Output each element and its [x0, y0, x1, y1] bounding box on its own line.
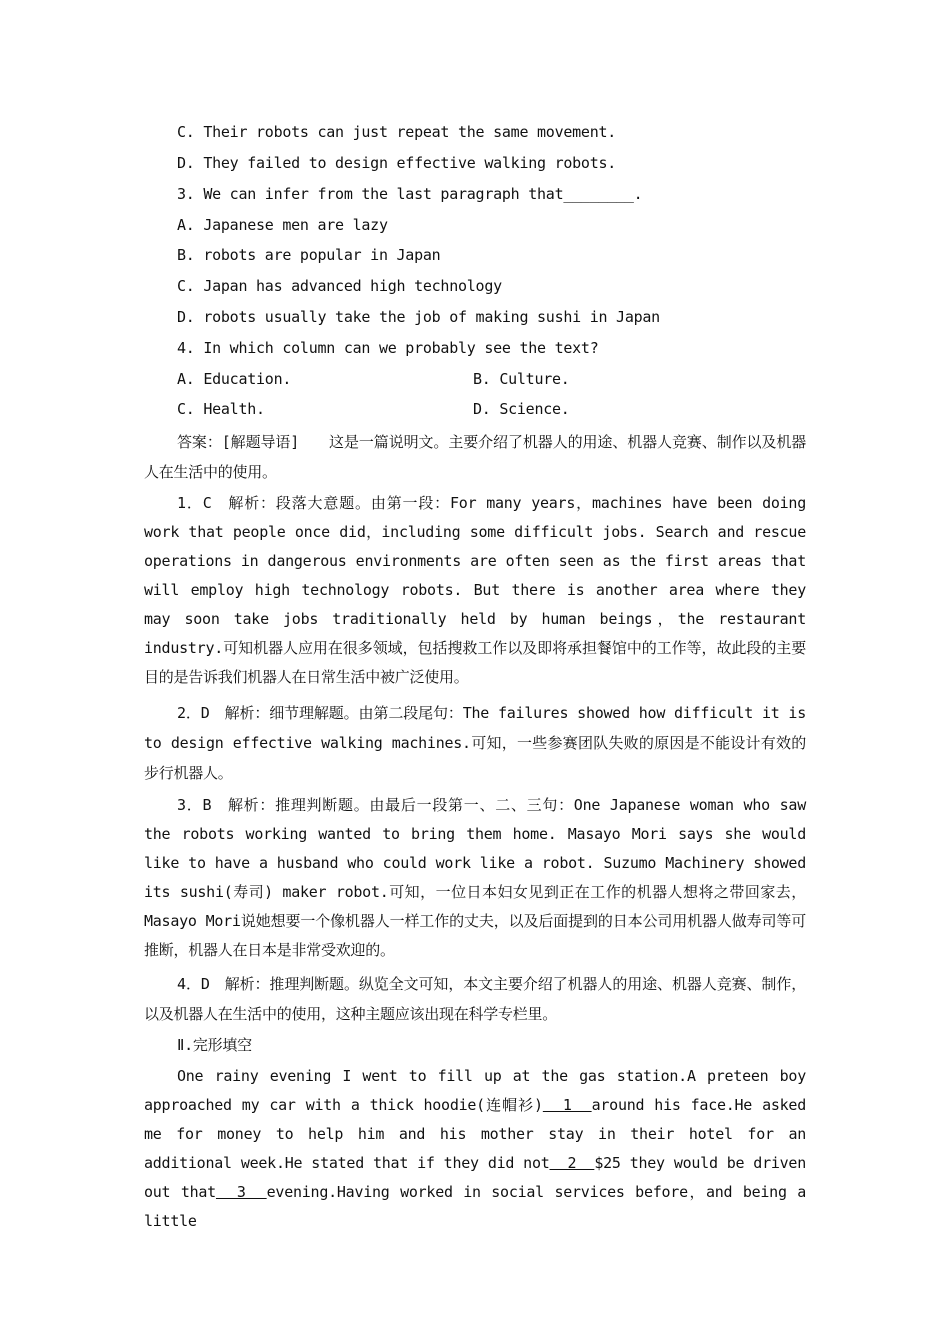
q4-option-c: C. Health. [177, 400, 265, 418]
cloze-text-4: evening.Having worked in social services before，and being a little [144, 1183, 806, 1230]
answer-2-explanation: 2．D 解析：细节理解题。由第二段尾句：The failures showed how difficult it is to design effective walking machines.可知，一些参赛团队失败的原因是不能设计有效的步行机器人。 [144, 704, 806, 782]
cloze-section-heading: Ⅱ.完形填空 [177, 1036, 252, 1054]
answer-intro: 答案：[解题导语] 这是一篇说明文。主要介绍了机器人的用途、机器人竞赛、制作以及机器人在生活中的使用。 [144, 433, 806, 481]
q4-stem: 4. In which column can we probably see the text? [177, 339, 599, 357]
cloze-blank-2: 2 [549, 1154, 595, 1172]
q3-option-c: C. Japan has advanced high technology [177, 277, 502, 295]
q4-option-d: D. Science. [473, 400, 570, 418]
cloze-text-1: One rainy evening I went to fill up at the gas station.A preteen boy approached my car with a thick hoodie(连帽衫) [144, 1067, 806, 1114]
cloze-text-2: around his face.He asked me for money to help him and his mother stay in their hotel for an additional week.He stated that if they did not [144, 1096, 806, 1172]
answer-3-explanation: 3．B 解析：推理判断题。由最后一段第一、二、三句：One Japanese woman who saw the robots working wanted to bring them home. Masayo Mori says she would like to have a husband who could work like a robot. Suzumo Machinery showed its sushi(寿司) maker robot.可知，一位日本妇女见到正在工作的机器人想将之带回家去，Masayo Mori说她想要一个像机器人一样工作的丈夫，以及后面提到的日本公司用机器人做寿司等可推断，机器人在日本是非常受欢迎的。 [144, 796, 806, 959]
cloze-blank-3: 3 [215, 1183, 267, 1201]
answer-4-explanation: 4．D 解析：推理判断题。纵览全文可知，本文主要介绍了机器人的用途、机器人竞赛、制作，以及机器人在生活中的使用，这种主题应该出现在科学专栏里。 [144, 975, 806, 1023]
cloze-text-3: $25 they would be driven out that [144, 1154, 806, 1201]
cloze-blank-1: 1 [542, 1096, 592, 1114]
q4-option-b: B. Culture. [473, 370, 570, 388]
cloze-passage [144, 1062, 806, 1236]
q3-option-b: B. robots are popular in Japan [177, 246, 441, 264]
q3-option-a: A. Japanese men are lazy [177, 216, 388, 234]
q4-option-a: A. Education. [177, 370, 292, 388]
q2-option-c: C. Their robots can just repeat the same movement. [177, 123, 617, 141]
q3-stem: 3. We can infer from the last paragraph that________. [177, 185, 643, 203]
q3-option-d: D. robots usually take the job of making sushi in Japan [177, 308, 660, 326]
q2-option-d: D. They failed to design effective walking robots. [177, 154, 617, 172]
answer-1-explanation: 1．C 解析：段落大意题。由第一段：For many years，machines have been doing work that people once did，including some difficult jobs. Search and rescue operations in dangerous environments are often seen as the first areas that will employ high technology robots. But there is another area where they may soon take jobs traditionally held by human beings，the restaurant industry.可知机器人应用在很多领域，包括搜救工作以及即将承担餐馆中的工作等，故此段的主要目的是告诉我们机器人在日常生活中被广泛使用。 [144, 494, 806, 686]
